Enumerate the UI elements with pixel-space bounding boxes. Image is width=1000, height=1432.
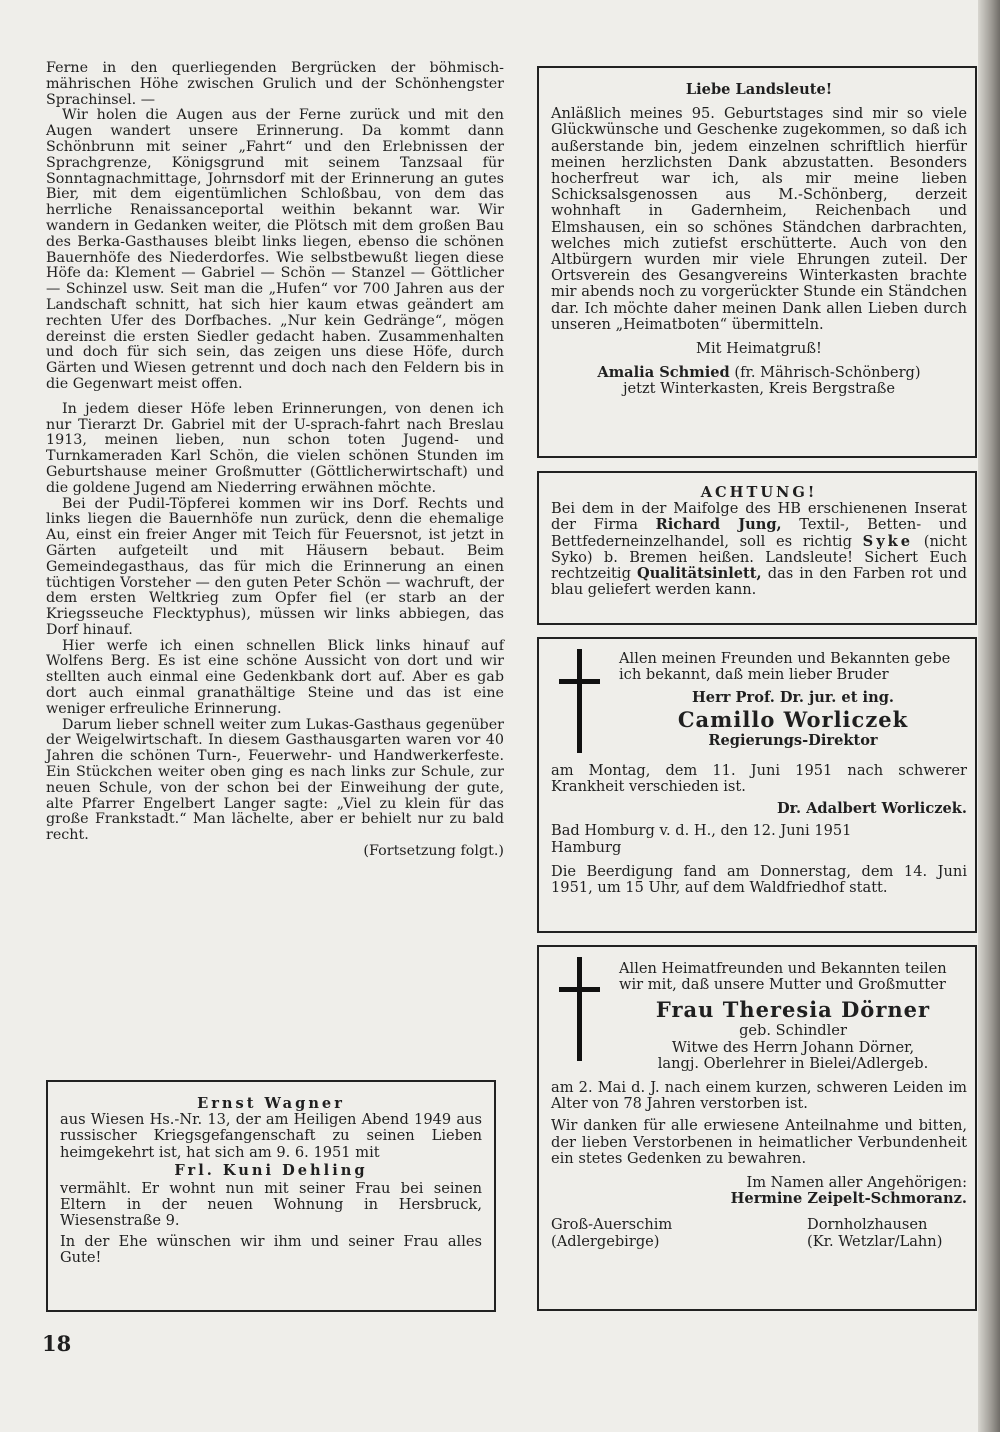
attention-text-c: (nicht Syko) b. Bremen heißen. Landsleute! Sichert Euch rechtzeitig xyxy=(551,532,967,583)
article-paragraph: Bei der Pudil-Töpferei kommen wir ins Dorf. Rechts und links liegen die Bauernhöfe nun zurück, denn die ehemalige Au, einst ein freier Anger mit Teich für Feuersnot, ist jetzt in Gärten aufgeteilt und mit Häusern bebaut. Beim Gemeindegasthaus, das für mich die Erinnerung an einen tüchtigen Vorsteher — den guten Peter Schön — wachruft, der dem ersten Weltkrieg zum Opfer fiel (er starb an der Kriegsseuche Flecktyphus), müssen wir links abbiegen, das Dorf hinauf. xyxy=(46,495,504,638)
left-place-1: Groß-Auerschim xyxy=(551,1216,673,1234)
signature-name: Amalia Schmied xyxy=(597,364,730,382)
obituary-worliczek xyxy=(537,637,977,933)
wedding-text-1: aus Wiesen Hs.-Nr. 13, der am Heiligen Abend 1949 aus russischer Kriegsgefangenschaft zu seinen Lieben heimgekehrt ist, hat sich am 9. 6. 1951 mit xyxy=(60,1111,482,1161)
obituary-places xyxy=(551,1217,967,1249)
attention-body xyxy=(551,501,967,598)
deceased-husband-job: langj. Oberlehrer in Bielei/Adlergeb. xyxy=(657,1054,929,1072)
attention-text-a: Bei dem in der Maifolge des HB erschienenen Inserat der Firma xyxy=(551,500,967,534)
product-name: Qualitätsinlett, xyxy=(637,565,762,583)
obituary-intro: Allen meinen Freunden und Bekannten gebe ich bekannt, daß mein lieber Bruder xyxy=(619,650,951,684)
obituary-funeral: Die Beerdigung fand am Donnerstag, dem 14. Juni 1951, um 15 Uhr, auf dem Waldfriedhof statt. xyxy=(551,862,967,897)
left-place-2: (Adlergebirge) xyxy=(551,1232,660,1250)
cross-icon xyxy=(559,957,600,1061)
deceased-name: Camillo Worliczek xyxy=(677,706,909,732)
article-column xyxy=(46,61,504,860)
wedding-text-3: In der Ehe wünschen wir ihm und seiner Frau alles Gute! xyxy=(60,1232,482,1266)
thanks-body: Anläßlich meines 95. Geburtstages sind mir so viele Glückwünsche und Geschenke zugekommen, so daß ich außerstande bin, jedem einzelnen schriftlich hierfür meinen herzlichsten Dank abzustatten. Besonders hocherfreut war ich, als mir meine lieben Schicksalsgenossen aus M.-Schönberg, derzeit wohnhaft in Gadernheim, Reichenbach und Elmshausen, ein so schönes Ständchen darbrachten, welches mich zutiefst erschütterte. Auch von den Altbürgern wurden mir viele Ehrungen zuteil. Der Ortsverein des Gesangvereins Winterkasten brachte mir abends noch zu vorgerückter Stunde ein Ständchen dar. Ich möchte daher meinen Dank allen Lieben durch unseren „Heimatboten“ übermitteln. xyxy=(551,105,967,333)
thanks-notice xyxy=(537,66,977,458)
obituary-place-date: Bad Homburg v. d. H., den 12. Juni 1951 xyxy=(551,822,852,840)
obituary-text: am 2. Mai d. J. nach einem kurzen, schweren Leiden im Alter von 78 Jahren verstorben ist. xyxy=(551,1079,967,1113)
right-place-2: (Kr. Wetzlar/Lahn) xyxy=(807,1232,943,1250)
obituary-signer: Hermine Zeipelt-Schmoranz. xyxy=(730,1190,967,1208)
groom-name: Ernst Wagner xyxy=(197,1095,345,1112)
wedding-text-2: vermählt. Er wohnt nun mit seiner Frau bei seinen Eltern in der neuen Wohnung in Hersbruck, Wiesenstraße 9. xyxy=(60,1180,482,1230)
thanks-greeting: Mit Heimatgruß! xyxy=(696,340,822,358)
binding-edge xyxy=(978,0,1000,1432)
article-paragraph: Darum lieber schnell weiter zum Lukas-Gasthaus gegenüber der Weigelwirtschaft. In diesem Gasthausgarten waren vor 40 Jahren die schönen Turn-, Feuerwehr- und Handwerkerfeste. Ein Stückchen weiter oben ging es nach links zur Schule, zur neuen Schule, von der schon bei der Einweihung der gute, alte Pfarrer Engelbert Langer sagte: „Viel zu klein für das große Frankstadt.“ Man lächelte, aber er behielt nur zu bald recht. xyxy=(46,716,504,844)
obituary-place-2: Hamburg xyxy=(551,838,622,856)
obituary-intro: Allen Heimatfreunden und Bekannten teilen wir mit, daß unsere Mutter und Großmutter xyxy=(619,960,947,994)
right-place-1: Dornholzhausen xyxy=(807,1216,928,1234)
company-name: Richard Jung, xyxy=(655,516,782,534)
signature-residence: jetzt Winterkasten, Kreis Bergstraße xyxy=(622,380,896,398)
deceased-name: Frau Theresia Dörner xyxy=(655,997,931,1023)
wedding-notice xyxy=(46,1080,496,1312)
article-paragraph: Hier werfe ich einen schnellen Blick links hinauf auf Wolfens Berg. Es ist eine schöne Aussicht von dort und wir stellten auch einmal eine Gedenkbank dort auf. Aber es gab dort auch einmal granathältige Steine und das ist eine weniger erfreuliche Erinnerung. xyxy=(46,637,504,717)
obituary-closing: Im Namen aller Angehörigen: xyxy=(746,1174,967,1192)
obituary-request: Wir danken für alle erwiesene Anteilnahme und bitten, der lieben Verstorbenen in heimatlicher Verbundenheit ein stetes Gedenken zu bewahren. xyxy=(551,1117,967,1167)
continuation-note: (Fortsetzung folgt.) xyxy=(363,843,504,860)
deceased-maiden-name: geb. Schindler xyxy=(739,1022,847,1040)
signature-origin: (fr. Mährisch-Schönberg) xyxy=(734,364,921,382)
thanks-heading: Liebe Landsleute! xyxy=(685,81,833,98)
place-name: Syke xyxy=(862,532,914,550)
bride-name: Frl. Kuni Dehling xyxy=(174,1161,368,1179)
cross-icon xyxy=(559,649,600,753)
obituary-signer: Dr. Adalbert Worliczek. xyxy=(776,800,967,818)
attention-text-d: das in den Farben rot und blau geliefert werden kann. xyxy=(551,565,968,599)
thanks-signature xyxy=(551,365,967,381)
article-paragraph: Wir holen die Augen aus der Ferne zurück und mit den Augen wandert unsere Erinnerung. Da kommt dann Schönbrunn mit seiner „Fahrt“ und den Erlebnissen der Sprachgrenze, Königsgrund mit seinem Tanzsaal für Sonntagnachmittage, Johrnsdorf mit der Erinnerung an gutes Bier, mit dem eigentümlichen Schloßbau, von dem das herrliche Renaissanceportal weithin bekannt war. Wir wandern in Gedanken weiter, die Plötsch mit dem großen Bau des Berka-Gasthauses bleibt links liegen, ebenso die schönen Bauernhöfe des Niederdorfes. Wie selbstbewußt liegen diese Höfe da: Klement — Gabriel — Schön — Stanzel — Göttlicher — Schinzel usw. Seit man die „Hufen“ vor 700 Jahren aus der Landschaft schnitt, hat sich hier kaum etwas geändert am rechten Ufer des Dorfbaches. „Nur kein Gedränge“, mögen dereinst die ersten Siedler gedacht haben. Zusammenhalten und doch für sich sein, das zeigen uns diese Höfe, durch Gärten und Wiesen getrennt und doch nach den Feldern bis in die Gegenwart meist offen. xyxy=(46,107,504,392)
attention-text-b: Textil-, Betten- und Bettfederneinzelhandel, soll es richtig xyxy=(551,516,968,550)
article-paragraph: Ferne in den querliegenden Bergrücken der böhmisch-mährischen Höhe zwischen Grulich und der Schönhengster Sprachinsel. — xyxy=(46,60,504,108)
deceased-position: Regierungs-Direktor xyxy=(708,731,878,749)
deceased-title: Herr Prof. Dr. jur. et ing. xyxy=(692,689,894,707)
attention-notice xyxy=(537,471,977,625)
article-paragraph: In jedem dieser Höfe leben Erinnerungen, von denen ich nur Tierarzt Dr. Gabriel mit der U-sprach-fahrt nach Breslau 1913, meinen lieben, nun schon toten Jugend- und Turnkameraden Karl Schön, die vielen schönen Stunden im Geburtshause meiner Großmutter (Göttlicherwirtschaft) und die goldene Jugend am Niederring erwähnen möchte. xyxy=(46,400,504,496)
obituary-doerner xyxy=(537,945,977,1311)
page-number: 18 xyxy=(42,1331,72,1356)
obituary-text: am Montag, dem 11. Juni 1951 nach schwerer Krankheit verschieden ist. xyxy=(551,761,967,796)
deceased-widow-of: Witwe des Herrn Johann Dörner, xyxy=(671,1038,915,1056)
attention-heading: ACHTUNG! xyxy=(700,484,818,501)
